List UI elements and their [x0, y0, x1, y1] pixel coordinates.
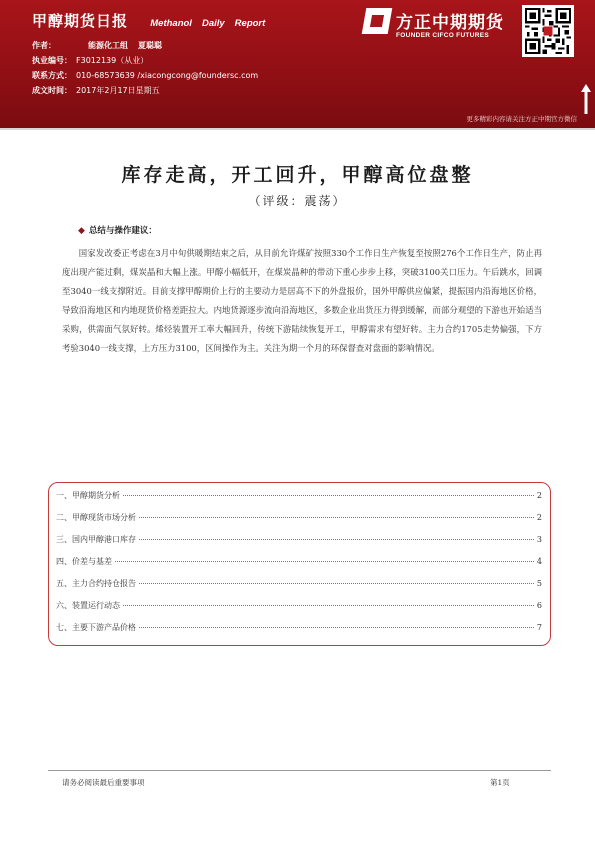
section-heading: ◆ 总结与操作建议：	[78, 226, 157, 236]
toc-leader-dots	[115, 561, 534, 562]
header-divider	[0, 128, 595, 130]
toc-item[interactable]: 三、国内甲醇港口库存 3	[56, 535, 542, 544]
footer-disclaimer: 请务必阅读最后重要事项	[62, 778, 145, 787]
meta-contact: 联系方式： 010-68573639 /xiacongcong@foundersc.com	[32, 71, 259, 80]
brand-mark-icon	[362, 8, 393, 34]
table-of-contents	[48, 482, 551, 646]
qr-code-icon	[522, 5, 574, 57]
toc-item[interactable]: 七、主要下游产品价格 7	[56, 623, 542, 632]
report-header	[0, 0, 595, 128]
wechat-note: 更多精彩内容请关注方正中期官方微信	[466, 115, 577, 123]
meta-date: 成文时间： 2017年2月17日星期五	[32, 86, 160, 95]
toc-item[interactable]: 二、甲醇现货市场分析 2	[56, 513, 542, 522]
meta-author: 作者： 能源化工组 夏聪聪	[32, 41, 162, 50]
up-arrow-icon	[581, 84, 591, 114]
toc-leader-dots	[123, 495, 534, 496]
meta-license: 执业编号： F3012139（从业）	[32, 56, 149, 65]
toc-item[interactable]: 五、主力合约持仓报告 5	[56, 579, 542, 588]
footer-divider	[48, 770, 551, 771]
toc-item[interactable]: 一、甲醇期货分析 2	[56, 491, 542, 500]
rating-label: （评级：震荡）	[248, 194, 347, 208]
report-title-cn: 甲醇期货日报	[32, 12, 129, 30]
toc-leader-dots	[139, 583, 534, 584]
report-title-en: Methanol Daily Report	[150, 18, 266, 29]
toc-leader-dots	[139, 539, 534, 540]
brand-logo: 方正中期期货 FOUNDER CIFCO FUTURES	[364, 6, 514, 46]
report-title	[32, 10, 275, 31]
toc-leader-dots	[139, 627, 534, 628]
toc-item[interactable]: 四、价差与基差 4	[56, 557, 542, 566]
toc-item[interactable]: 六、装置运行动态 6	[56, 601, 542, 610]
toc-leader-dots	[123, 605, 534, 606]
bullet-icon: ◆	[78, 226, 85, 236]
page-number: 第1页	[490, 778, 510, 787]
summary-paragraph: 国家发改委正考虑在3月中旬供暖期结束之后，从目前允许煤矿按照330个工作日生产恢复至按照276个工作日生产，防止再度出现产能过剩，煤炭晶和大幅上涨。甲醇小幅低开，在煤炭晶种的带动下重心步步上移，突破3100关口压力。午后跳水，回调至3040一线支撑附近。目前支撑甲醇期价上行的主要动力是居高不下的外盘报价，国外甲醇供应偏紧，提振国内沿海地区价格，导致沿海地区和内地现货价格差距拉大。内地货源逐步流向沿海地区，多数企业出货压力得到缓解，而部分观望的下游也开始适当采购，供需面气氛好转。烯烃装置开工率大幅回升，传统下游陆续恢复开工，甲醇需求有望好转。主力合约1705走势偏强，下方考验3040一线支撑，上方压力3100，区间操作为主。关注为期一个月的环保督查对盘面的影响情况。	[62, 248, 542, 353]
toc-leader-dots	[139, 517, 534, 518]
page-title: 库存走高，开工回升，甲醇高位盘整	[121, 164, 474, 186]
